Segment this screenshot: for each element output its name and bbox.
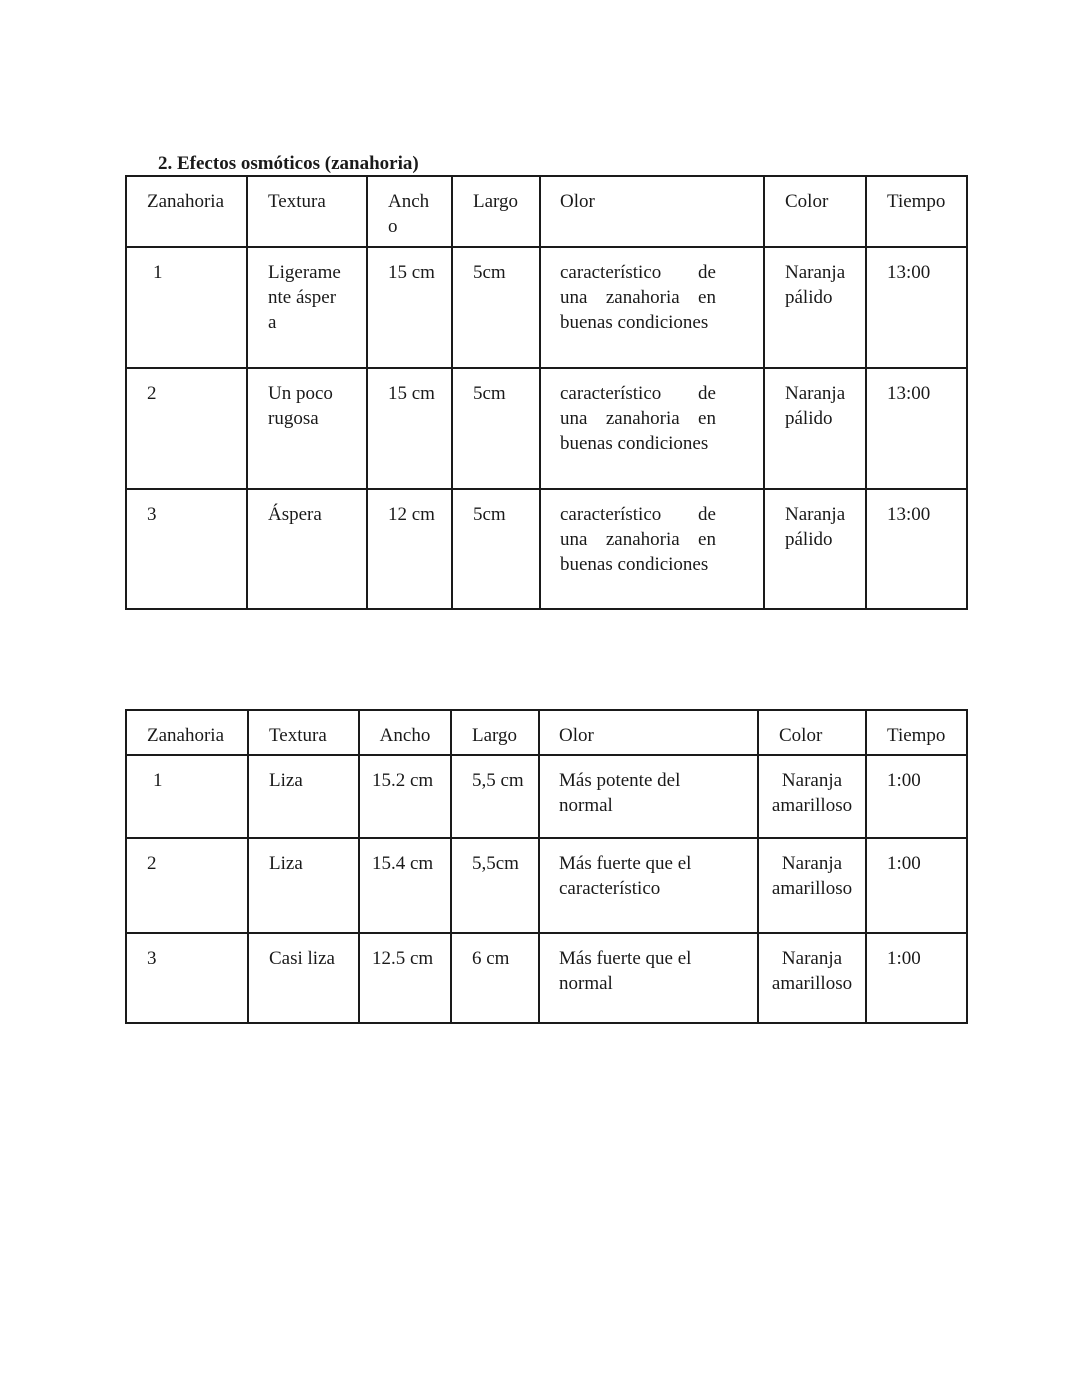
cell-zanahoria: 2	[126, 838, 248, 933]
cell-ancho: 12.5 cm	[359, 933, 451, 1023]
table-row	[126, 489, 967, 609]
cell-largo: 5cm	[452, 489, 540, 609]
cell-olor: Más potente del normal	[539, 755, 758, 838]
table-row	[126, 755, 967, 838]
table-header-row	[126, 710, 967, 755]
cell-color: Naranja amarilloso	[758, 838, 866, 933]
cell-textura: Áspera	[247, 489, 367, 609]
osmotic-table-2	[125, 709, 968, 1024]
cell-ancho: 15.2 cm	[359, 755, 451, 838]
cell-olor: característico de una zanahoria en buenas condiciones	[540, 368, 764, 489]
cell-ancho: 12 cm	[367, 489, 452, 609]
cell-largo: 5cm	[452, 247, 540, 368]
cell-tiempo: 13:00	[866, 489, 967, 609]
cell-olor: Más fuerte que el característico	[539, 838, 758, 933]
cell-color: Naranja pálido	[764, 247, 866, 368]
cell-ancho: 15 cm	[367, 368, 452, 489]
table-row	[126, 933, 967, 1023]
header-largo: Largo	[451, 710, 539, 755]
cell-color: Naranja amarilloso	[758, 933, 866, 1023]
cell-tiempo: 13:00	[866, 247, 967, 368]
cell-zanahoria: 1	[126, 247, 247, 368]
header-largo: Largo	[452, 176, 540, 247]
cell-zanahoria: 1	[126, 755, 248, 838]
header-tiempo: Tiempo	[866, 176, 967, 247]
table-row	[126, 368, 967, 489]
header-olor: Olor	[539, 710, 758, 755]
cell-largo: 5cm	[452, 368, 540, 489]
header-color: Color	[764, 176, 866, 247]
header-zanahoria: Zanahoria	[126, 176, 247, 247]
header-ancho: Ancho	[359, 710, 451, 755]
cell-textura: Casi liza	[248, 933, 359, 1023]
table-header-row	[126, 176, 967, 247]
cell-textura: Un poco rugosa	[247, 368, 367, 489]
cell-olor: característico de una zanahoria en buenas condiciones	[540, 489, 764, 609]
cell-olor: Más fuerte que el normal	[539, 933, 758, 1023]
cell-textura: Liza	[248, 755, 359, 838]
header-zanahoria: Zanahoria	[126, 710, 248, 755]
cell-ancho: 15.4 cm	[359, 838, 451, 933]
header-color: Color	[758, 710, 866, 755]
header-textura: Textura	[247, 176, 367, 247]
cell-color: Naranja amarilloso	[758, 755, 866, 838]
cell-olor: característico de una zanahoria en buenas condiciones	[540, 247, 764, 368]
table-row	[126, 247, 967, 368]
cell-largo: 6 cm	[451, 933, 539, 1023]
cell-zanahoria: 3	[126, 489, 247, 609]
cell-ancho: 15 cm	[367, 247, 452, 368]
header-textura: Textura	[248, 710, 359, 755]
cell-color: Naranja pálido	[764, 489, 866, 609]
table-row	[126, 838, 967, 933]
osmotic-table-1	[125, 175, 968, 610]
cell-tiempo: 1:00	[866, 755, 967, 838]
cell-tiempo: 1:00	[866, 838, 967, 933]
header-ancho: Ancho	[367, 176, 452, 247]
cell-largo: 5,5cm	[451, 838, 539, 933]
cell-largo: 5,5 cm	[451, 755, 539, 838]
header-olor: Olor	[540, 176, 764, 247]
section-heading: 2. Efectos osmóticos (zanahoria)	[158, 153, 419, 174]
cell-textura: Ligeramente áspera	[247, 247, 367, 368]
cell-tiempo: 1:00	[866, 933, 967, 1023]
cell-zanahoria: 2	[126, 368, 247, 489]
cell-textura: Liza	[248, 838, 359, 933]
cell-color: Naranja pálido	[764, 368, 866, 489]
cell-tiempo: 13:00	[866, 368, 967, 489]
header-tiempo: Tiempo	[866, 710, 967, 755]
cell-zanahoria: 3	[126, 933, 248, 1023]
